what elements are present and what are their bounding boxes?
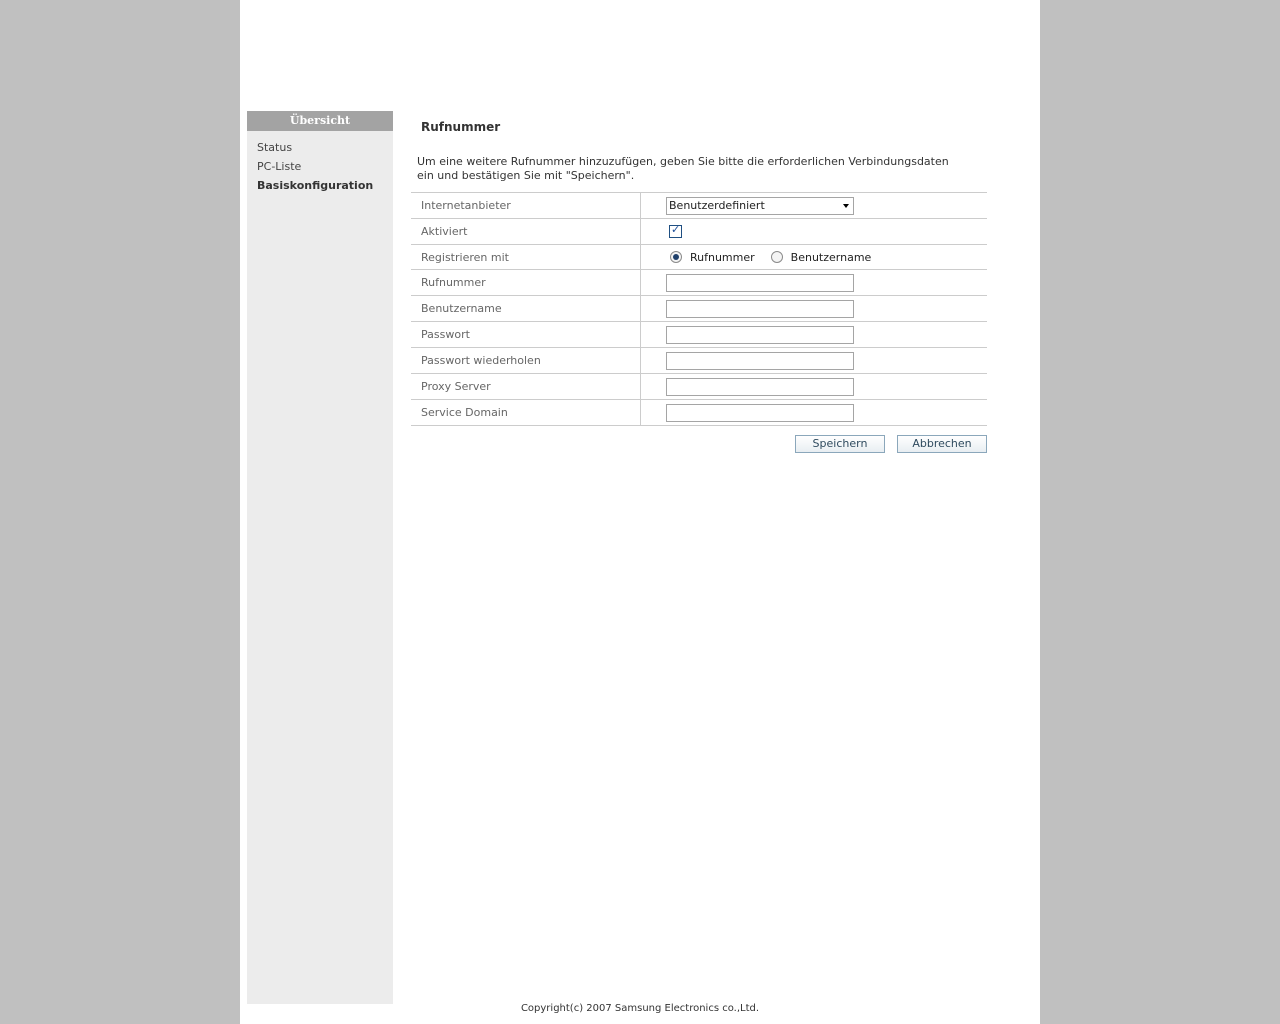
- provider-select[interactable]: [666, 197, 854, 215]
- form-row-password-repeat: [411, 348, 987, 374]
- sidebar-header: Übersicht: [247, 111, 393, 131]
- intro-line-2: ein und bestätigen Sie mit "Speichern".: [417, 168, 635, 182]
- form-row-username: [411, 296, 987, 322]
- form-row-password: [411, 322, 987, 348]
- checkmark-icon: ✓: [671, 223, 681, 237]
- password-repeat-label: Passwort wiederholen: [411, 348, 641, 374]
- proxy-label: Proxy Server: [411, 374, 641, 400]
- proxy-input[interactable]: [666, 378, 854, 396]
- form-row-provider: [411, 193, 987, 219]
- intro-line-1: Um eine weitere Rufnummer hinzuzufügen, geben Sie bitte die erforderlichen Verbindungsdaten: [417, 155, 949, 168]
- password-label: Passwort: [411, 322, 641, 348]
- form-row-proxy: [411, 374, 987, 400]
- sidebar-menu: [247, 131, 393, 198]
- footer-copyright: Copyright(c) 2007 Samsung Electronics co.,Ltd.: [520, 1003, 760, 1014]
- domain-label: Service Domain: [411, 400, 641, 426]
- form-row-activated: [411, 219, 987, 245]
- sidebar-item-pc-liste[interactable]: PC-Liste: [257, 160, 302, 173]
- form-row-domain: [411, 400, 987, 426]
- register-radio-username[interactable]: [771, 251, 783, 263]
- form-row-phone: [411, 270, 987, 296]
- provider-label: Internetanbieter: [411, 193, 641, 219]
- sidebar-item-status[interactable]: Status: [257, 141, 293, 154]
- cancel-button[interactable]: Abbrechen: [897, 435, 987, 453]
- form-row-register: [411, 245, 987, 270]
- password-input[interactable]: [666, 326, 854, 344]
- settings-form: [411, 192, 987, 426]
- dropdown-arrow-icon: [843, 204, 849, 208]
- username-label: Benutzername: [411, 296, 641, 322]
- save-button[interactable]: Speichern: [795, 435, 885, 453]
- register-radio-group: [666, 251, 987, 264]
- activated-checkbox[interactable]: [669, 225, 682, 238]
- activated-label: Aktiviert: [411, 219, 641, 245]
- intro-text: [417, 155, 987, 182]
- page-container: [240, 0, 1040, 1024]
- page-title: Rufnummer: [421, 120, 501, 134]
- phone-label: Rufnummer: [411, 270, 641, 296]
- password-repeat-input[interactable]: [666, 352, 854, 370]
- register-option-username-label[interactable]: Benutzername: [790, 250, 872, 264]
- sidebar: [247, 111, 393, 1004]
- domain-input[interactable]: [666, 404, 854, 422]
- register-radio-phone[interactable]: [670, 251, 682, 263]
- provider-selected-value: Benutzerdefiniert: [669, 198, 765, 212]
- phone-input[interactable]: [666, 274, 854, 292]
- register-option-phone-label[interactable]: Rufnummer: [690, 250, 755, 264]
- register-label: Registrieren mit: [411, 245, 641, 270]
- sidebar-item-basiskonfiguration[interactable]: Basiskonfiguration: [257, 179, 374, 192]
- username-input[interactable]: [666, 300, 854, 318]
